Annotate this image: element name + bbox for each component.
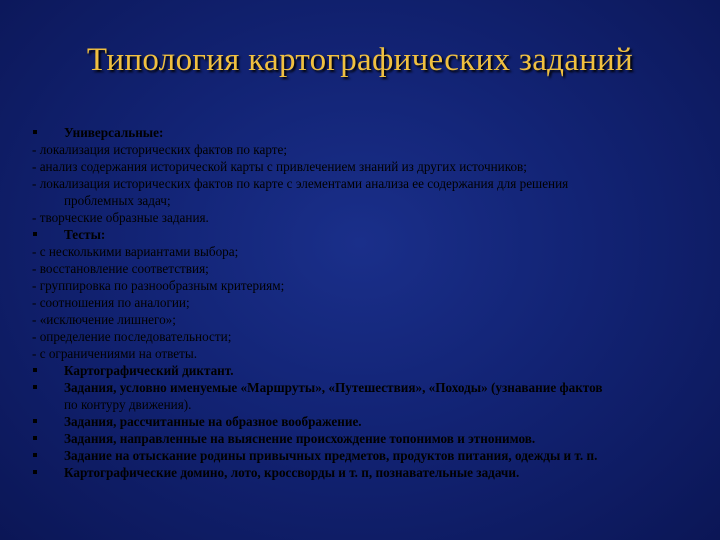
dash-item [30, 328, 690, 345]
item-text: - творческие образные задания. [32, 210, 209, 225]
square-bullet-icon [33, 436, 37, 440]
item-text: - локализация исторических фактов по карте с элементами анализа ее содержания для решения [32, 176, 569, 191]
bullet-item [30, 464, 690, 481]
bullet-item [30, 447, 690, 464]
dash-item [30, 141, 690, 158]
dash-item [30, 260, 690, 277]
square-bullet-icon [33, 419, 37, 423]
item-text: Универсальные: [64, 125, 164, 140]
square-bullet-icon [33, 470, 37, 474]
item-text: Задание на отыскание родины привычных предметов, продуктов питания, одежды и т. п. [64, 448, 598, 463]
item-text: - с несколькими вариантами выбора; [32, 244, 239, 259]
bullet-item [30, 413, 690, 430]
item-text: - группировка по разнообразным критериям; [32, 278, 285, 293]
dash-item [30, 175, 690, 192]
item-text: - анализ содержания исторической карты с привлечением знаний из других источников; [32, 159, 527, 174]
dash-item [30, 277, 690, 294]
item-text: Картографический диктант. [64, 363, 234, 378]
item-text: Тесты: [64, 227, 106, 242]
dash-item [30, 345, 690, 362]
item-text: - соотношения по аналогии; [32, 295, 190, 310]
item-text: - «исключение лишнего»; [32, 312, 176, 327]
item-text: проблемных задач; [64, 193, 171, 208]
slide-title: Типология картографических заданий [86, 42, 634, 78]
item-text: Картографические домино, лото, кроссворды и т. п, познавательные задачи. [64, 465, 520, 480]
bullet-item [30, 430, 690, 447]
bullet-item [30, 362, 690, 379]
square-bullet-icon [33, 453, 37, 457]
dash-item [30, 294, 690, 311]
dash-item [30, 243, 690, 260]
item-continuation [30, 192, 690, 209]
item-text: - с ограничениями на ответы. [32, 346, 198, 361]
dash-item [30, 209, 690, 226]
item-text: Задания, направленные на выяснение происхождение топонимов и этнонимов. [64, 431, 536, 446]
slide-content [30, 124, 690, 481]
item-text: по контуру движения). [64, 397, 192, 412]
item-text: Задания, условно именуемые «Маршруты», «Путешествия», «Походы» (узнавание фактов [64, 380, 603, 395]
square-bullet-icon [33, 368, 37, 372]
bullet-item [30, 226, 690, 243]
square-bullet-icon [33, 232, 37, 236]
item-text: - определение последовательности; [32, 329, 232, 344]
square-bullet-icon [33, 130, 37, 134]
item-text: - локализация исторических фактов по карте; [32, 142, 288, 157]
bullet-item [30, 379, 690, 396]
item-text: Задания, рассчитанные на образное воображение. [64, 414, 362, 429]
item-text: - восстановление соответствия; [32, 261, 209, 276]
dash-item [30, 311, 690, 328]
item-continuation [30, 396, 690, 413]
dash-item [30, 158, 690, 175]
square-bullet-icon [33, 385, 37, 389]
bullet-item [30, 124, 690, 141]
